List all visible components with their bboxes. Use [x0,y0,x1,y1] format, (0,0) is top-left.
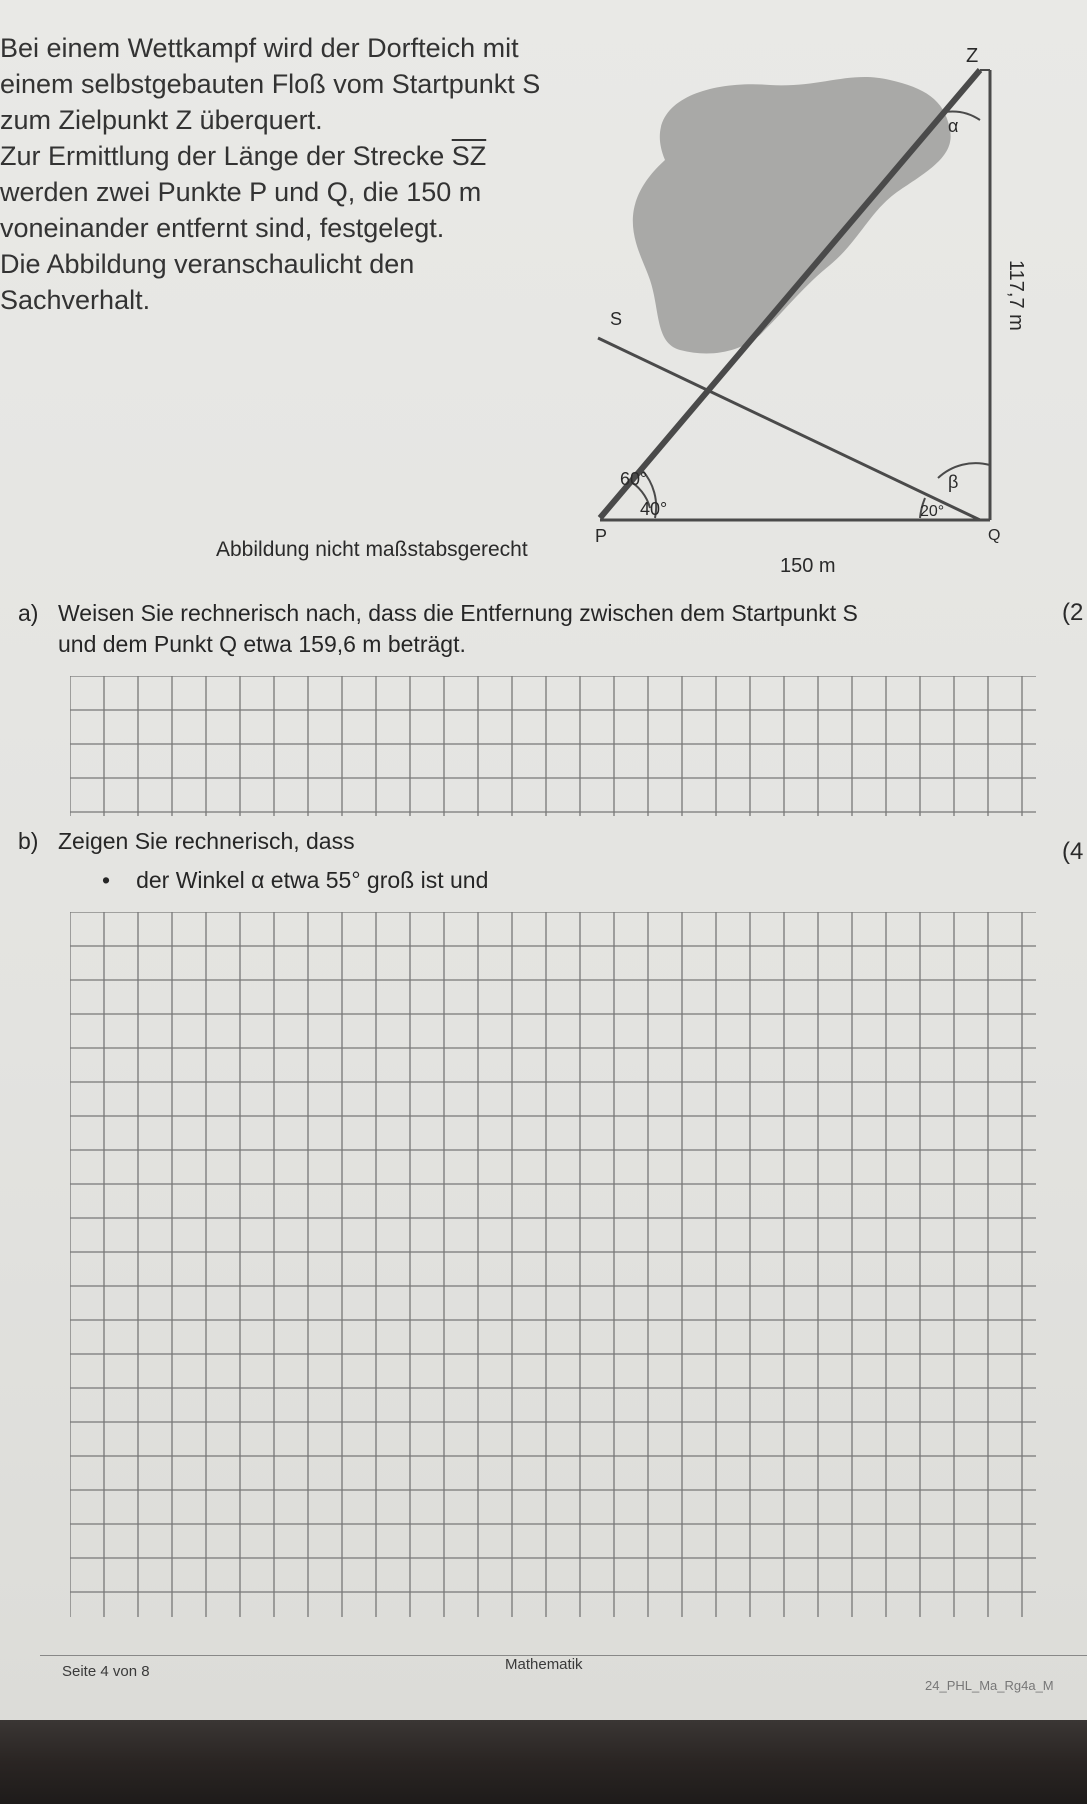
segment-sz: $\overline{SZ}$ [451,141,487,171]
intro-line: Bei einem Wettkampf wird der Dorfteich mit [0,33,519,63]
task-a-label: a) [18,600,39,626]
label-60: 60° [620,469,648,489]
task-a-points: (2 [1062,599,1084,626]
label-p: P [595,526,608,546]
desk-background [0,1720,1087,1804]
task-a-line: Weisen Sie rechnerisch nach, dass die Entfernung zwischen dem Startpunkt S [58,600,858,626]
intro-line: Sachverhalt. [0,285,151,315]
arc-beta [938,463,990,478]
intro-line: Die Abbildung veranschaulicht den [0,249,415,279]
footer-code: 24_PHL_Ma_Rg4a_M [925,1678,1054,1693]
task-b-label: b) [18,828,39,854]
task-b-line: Zeigen Sie rechnerisch, dass [58,828,355,854]
label-s: S [610,309,623,329]
label-40: 40° [640,499,668,519]
task-b [18,828,488,894]
label-z: Z [966,45,979,67]
task-b-bullet: der Winkel α etwa 55° groß ist und [136,867,489,893]
pond-shape [633,77,951,354]
label-20: 20° [920,503,945,520]
intro-line: einem selbstgebauten Floß vom Startpunkt S [0,69,541,99]
task-b-bullet-line [18,867,488,894]
footer-subject: Mathematik [505,1656,583,1673]
task-a [18,600,858,658]
answer-grid-a[interactable] [70,676,1036,816]
pond-diagram [570,40,1040,580]
label-q: Q [988,527,1001,544]
footer-page: Seite 4 von 8 [62,1663,150,1680]
intro-text [0,30,560,318]
bullet-icon: • [102,867,111,893]
intro-line [0,138,560,174]
intro-line: zum Zielpunkt Z überquert. [0,105,323,135]
task-b-points: (4 [1062,838,1084,865]
intro-line: werden zwei Punkte P und Q, die 150 m [0,177,482,207]
intro-line: voneinander entfernt sind, festgelegt. [0,213,445,243]
label-beta: β [948,472,959,492]
pond-figure [570,40,1040,585]
label-150: 150 m [780,555,836,577]
figure-caption: Abbildung nicht maßstabsgerecht [216,538,528,561]
intro-line-text: Zur Ermittlung der Länge der Strecke [0,141,452,171]
label-alpha: α [948,116,959,136]
label-117: 117,7 m [1005,260,1027,331]
answer-grid-b[interactable] [70,912,1036,1617]
task-a-line: und dem Punkt Q etwa 159,6 m beträgt. [58,631,466,657]
